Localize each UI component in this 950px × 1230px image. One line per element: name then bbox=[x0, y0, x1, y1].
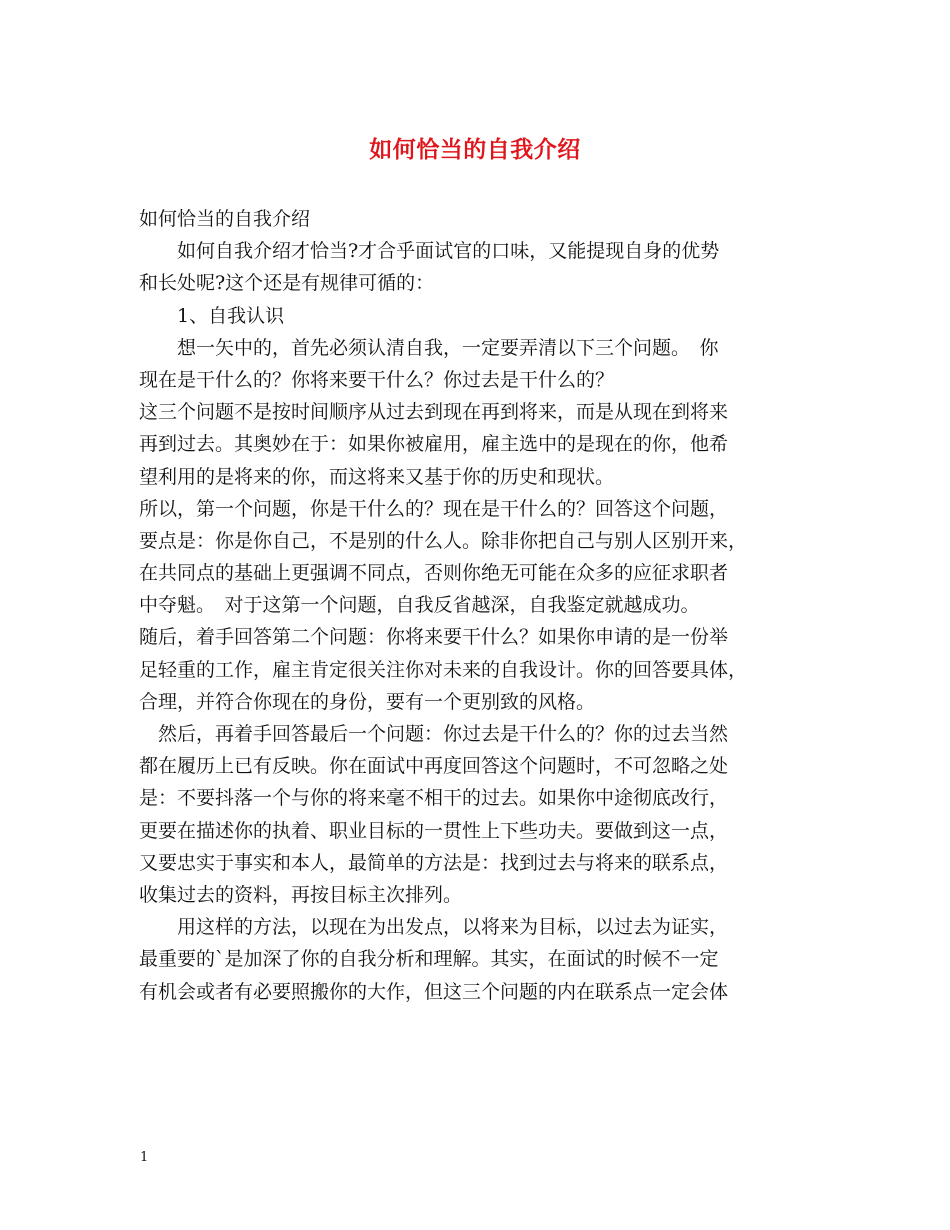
body-line: 望利用的是将来的你，而这将来又基于你的历史和现状。 bbox=[139, 465, 615, 488]
body-line: 最重要的`是加深了你的自我分析和理解。其实，在面试的时候不一定 bbox=[139, 948, 719, 971]
body-line: 中夺魁。 对于这第一个问题，自我反省越深，自我鉴定就越成功。 bbox=[139, 594, 700, 617]
body-line: 又要忠实于事实和本人，最简单的方法是：找到过去与将来的联系点， bbox=[139, 851, 729, 874]
body-line: 然后，再着手回答最后一个问题：你过去是干什么的？你的过去当然 bbox=[139, 723, 729, 745]
body-line: 这三个问题不是按时间顺序从过去到现在再到将来，而是从现在到将来 bbox=[139, 401, 729, 424]
body-line: 如何自我介绍才恰当?才合乎面试官的口味，又能提现自身的优势 bbox=[139, 240, 720, 263]
body-line: 收集过去的资料，再按目标主次排列。 bbox=[139, 883, 463, 906]
page-number: 1 bbox=[140, 1150, 149, 1165]
body-line: 想一矢中的，首先必须认清自我，一定要弄清以下三个问题。 你 bbox=[139, 336, 719, 359]
body-line: 1、自我认识 bbox=[139, 304, 285, 327]
body-line: 更要在描述你的执着、职业目标的一贯性上下些功夫。要做到这一点， bbox=[139, 819, 729, 842]
body-line: 在共同点的基础上更强调不同点，否则你绝无可能在众多的应征求职者 bbox=[139, 562, 729, 585]
body-line: 如何恰当的自我介绍 bbox=[139, 208, 311, 230]
body-line: 有机会或者有必要照搬你的大作，但这三个问题的内在联系点一定会体 bbox=[139, 980, 729, 1003]
body-line: 现在是干什么的？你将来要干什么？你过去是干什么的？ bbox=[139, 368, 615, 391]
body-line: 所以，第一个问题，你是干什么的？现在是干什么的？回答这个问题， bbox=[139, 497, 729, 520]
body-line: 合理，并符合你现在的身份，要有一个更别致的风格。 bbox=[139, 690, 596, 713]
body-line: 足轻重的工作，雇主肯定很关注你对未来的自我设计。你的回答要具体， bbox=[139, 658, 748, 681]
body-line: 再到过去。其奥妙在于：如果你被雇用，雇主选中的是现在的你，他希 bbox=[139, 433, 729, 456]
body-line: 随后，着手回答第二个问题：你将来要干什么？如果你申请的是一份举 bbox=[139, 626, 729, 649]
body-line: 要点是：你是你自己，不是别的什么人。除非你把自己与别人区别开来， bbox=[139, 529, 748, 552]
document-title: 如何恰当的自我介绍 bbox=[369, 136, 581, 163]
body-line: 用这样的方法，以现在为出发点，以将来为目标，以过去为证实， bbox=[139, 916, 729, 939]
body-line: 都在履历上已有反映。你在面试中再度回答这个问题时，不可忽略之处 bbox=[139, 755, 729, 778]
document-body bbox=[139, 203, 819, 1008]
body-line: 和长处呢?这个还是有规律可循的： bbox=[139, 272, 435, 295]
body-line: 是：不要抖落一个与你的将来毫不相干的过去。如果你中途彻底改行， bbox=[139, 787, 729, 810]
